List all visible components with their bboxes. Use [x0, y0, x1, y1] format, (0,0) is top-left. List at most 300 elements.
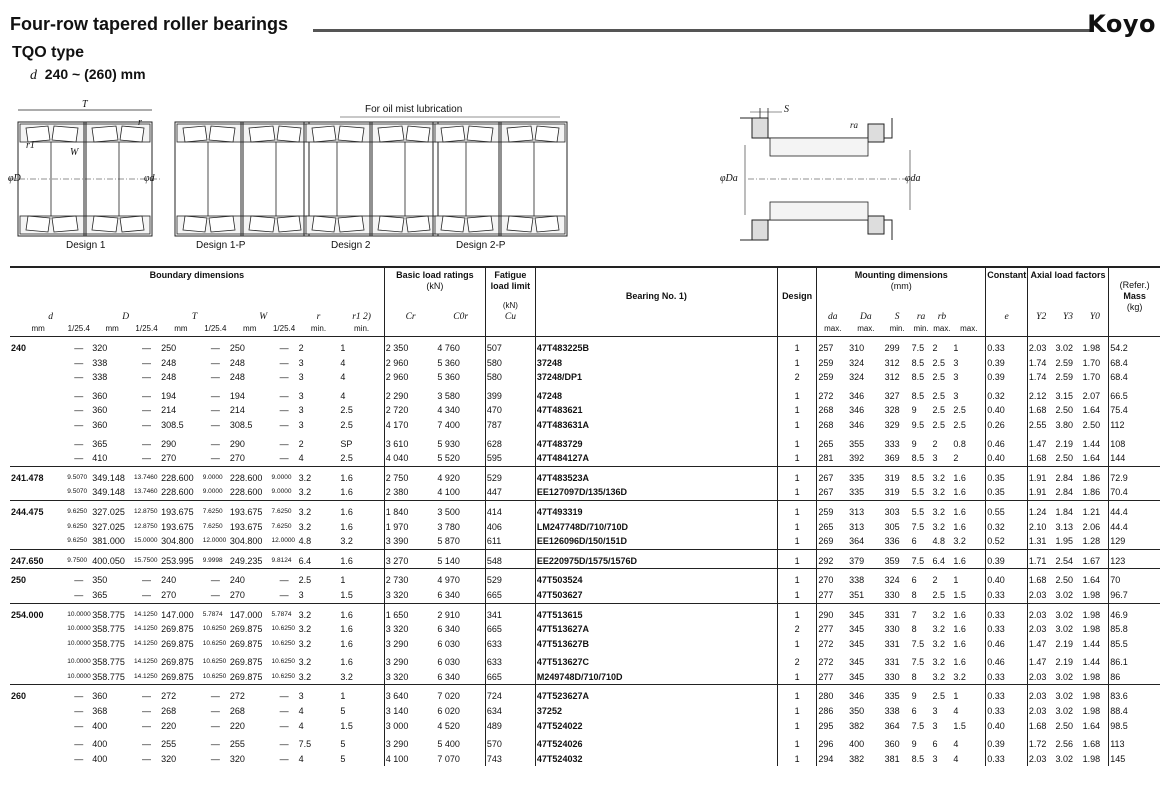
sym-Cr: Cr [384, 292, 436, 323]
table-cell [10, 418, 66, 433]
table-cell: 1 840 [384, 500, 436, 519]
table-cell: 2 750 [384, 466, 436, 485]
table-cell: 2.5 [340, 419, 353, 430]
table-cell: 313 [849, 521, 865, 532]
table-cell: 10.6250 [202, 639, 227, 647]
table-cell: — [279, 438, 289, 449]
table-cell: 145 [1109, 752, 1160, 767]
table-cell: 341 [485, 603, 535, 622]
table-cell: 0.35 [986, 466, 1028, 485]
table-cell: 1.6 [339, 603, 384, 622]
dim-phiDa-label: φDa [720, 173, 738, 184]
table-cell: 0.40 [986, 403, 1028, 418]
table-cell: 1.98 [1082, 337, 1109, 356]
sym-ra: ra [916, 312, 926, 322]
table-cell: 2.84 [1054, 466, 1081, 485]
table-cell: 269.875 [161, 671, 194, 682]
table-cell [10, 485, 66, 500]
table-cell: 358.775 [92, 638, 125, 649]
oil-mist-note: For oil mist lubrication [365, 104, 463, 115]
table-cell: 2.5 [932, 390, 946, 401]
table-cell: 2.54 [1054, 549, 1081, 569]
table-cell: 14.1250 [133, 639, 158, 647]
table-cell: 2.50 [1055, 720, 1074, 731]
table-cell: 9.9998 [202, 549, 229, 569]
table-cell: 295 [817, 719, 848, 734]
table-row [10, 451, 1160, 466]
table-cell: 358.775 [91, 603, 133, 622]
mounting-header: Mounting dimensions (mm) [817, 267, 986, 292]
table-cell: 75.4 [1109, 403, 1160, 418]
table-cell: 269.875 [161, 624, 194, 635]
table-cell: 47T513627B [535, 637, 777, 652]
table-cell: 0.39 [986, 370, 1028, 385]
table-cell: 634 [485, 704, 535, 719]
table-cell: 310 [848, 337, 883, 356]
table-cell: 6 [932, 739, 938, 750]
title-rule [313, 29, 1093, 32]
table-cell: 3.2 [298, 466, 340, 485]
size-range: d 240 ~ (260) mm [30, 66, 146, 83]
table-cell: 1.70 [1082, 357, 1101, 368]
table-cell: 414 [485, 500, 535, 519]
unit-Da-min: min. [884, 323, 911, 337]
table-cell: — [279, 372, 289, 383]
table-cell: 70 [1109, 569, 1160, 588]
table-cell: 2.50 [1082, 419, 1101, 430]
table-cell: 4 [340, 357, 346, 368]
table-cell: — [202, 569, 229, 588]
table-cell: 0.33 [986, 603, 1028, 622]
table-cell: 360 [92, 419, 108, 430]
table-cell: 331 [884, 657, 900, 668]
table-cell: 1 [777, 385, 817, 404]
table-cell: 272 [817, 385, 848, 404]
table-cell: 270 [161, 589, 177, 600]
table-cell: 281 [817, 451, 848, 466]
design-2-caption: Design 2 [331, 240, 371, 251]
table-cell: 1.6 [953, 638, 966, 649]
table-cell: 1 [952, 685, 985, 704]
table-cell: 1.6 [340, 624, 353, 635]
table-cell: 6 020 [437, 706, 460, 717]
table-cell: 1.98 [1082, 671, 1101, 682]
table-row [10, 385, 1160, 404]
table-cell: 47248 [535, 385, 777, 404]
table-cell: 10.0000 [67, 658, 91, 666]
table-cell: — [279, 720, 289, 731]
table-cell: 8 [911, 624, 917, 635]
table-cell: 4 [953, 739, 959, 750]
table-cell: 108 [1109, 433, 1160, 452]
table-cell: 2.03 [1027, 588, 1054, 603]
table-cell: 0.33 [986, 685, 1028, 704]
table-cell: — [202, 337, 229, 356]
table-cell: 6 [911, 569, 932, 588]
table-cell: 4 [953, 753, 959, 764]
table-cell: — [142, 706, 152, 717]
table-cell: — [279, 453, 289, 464]
table-cell: 2.5 [953, 405, 966, 416]
table-cell: 12.8750 [133, 500, 160, 519]
table-cell: 2.19 [1055, 638, 1074, 649]
table-cell: 1.6 [952, 549, 985, 569]
boundary-dims-header: Boundary dimensions [149, 270, 245, 280]
table-cell: 259 [817, 356, 848, 371]
table-cell: 7.6250 [202, 522, 223, 530]
table-cell: 7 070 [437, 753, 460, 764]
table-cell: 4 [298, 753, 304, 764]
table-cell: 8 [911, 589, 917, 600]
table-cell: 1 [777, 549, 817, 569]
table-cell: 1.44 [1082, 438, 1101, 449]
table-cell: 7.6250 [202, 500, 229, 519]
table-cell: 15.7500 [133, 549, 160, 569]
table-cell: 3.2 [340, 536, 353, 547]
table-cell: 3 [953, 390, 959, 401]
table-cell: 2 [932, 337, 953, 356]
table-cell: — [133, 337, 160, 356]
mounting-drawing [740, 108, 910, 240]
table-cell: — [133, 569, 160, 588]
table-cell: 2.03 [1027, 685, 1054, 704]
table-cell: 327.025 [91, 500, 133, 519]
sym-Cu: (kN) Cu [485, 292, 535, 323]
dim-S-label: S [784, 104, 789, 115]
table-row [10, 403, 1160, 418]
table-cell: 7.5 [911, 720, 925, 731]
table-cell: 0.46 [986, 637, 1028, 652]
table-cell: 4 100 [384, 752, 436, 767]
table-cell: 489 [485, 719, 535, 734]
table-cell: 272 [817, 651, 848, 670]
type-subtitle: TQO type [12, 44, 85, 61]
table-cell: 3 [953, 357, 959, 368]
table-cell: 6 [911, 706, 917, 717]
table-cell: 351 [849, 589, 865, 600]
table-cell: 338 [848, 569, 883, 588]
unit-W-in: 1/25.4 [271, 323, 298, 337]
dim-phiD-label: φD [8, 173, 21, 184]
table-cell: 1 [777, 685, 817, 704]
table-cell: 7 400 [437, 419, 460, 430]
table-cell: 3.2 [298, 487, 312, 498]
table-cell: — [74, 372, 84, 383]
sym-rb: rb [937, 312, 947, 322]
table-cell: — [210, 372, 220, 383]
table-cell: 0.39 [986, 356, 1028, 371]
table-cell: 2.50 [1054, 569, 1081, 588]
table-cell: 147.000 [160, 603, 202, 622]
table-cell: 47T513627A [535, 622, 777, 637]
table-cell [10, 356, 66, 371]
table-row [10, 704, 1160, 719]
table-cell: 4.8 [932, 536, 946, 547]
table-cell: 3 290 [384, 637, 436, 652]
sym-Y2: Y2 [1027, 292, 1054, 323]
table-cell: 9 [911, 739, 917, 750]
table-cell: 7.5 [911, 638, 925, 649]
table-cell: 37248 [535, 356, 777, 371]
table-row [10, 569, 1160, 588]
table-cell: — [142, 357, 152, 368]
sym-spacer [952, 292, 985, 323]
table-cell: 1.98 [1082, 706, 1101, 717]
table-cell: 335 [849, 487, 865, 498]
table-row [10, 670, 1160, 685]
table-cell: 5.7874 [202, 603, 229, 622]
table-cell: 368 [92, 706, 108, 717]
dim-T-label: T [82, 99, 88, 110]
table-cell: 6 340 [437, 671, 460, 682]
table-cell: 1.6 [339, 466, 384, 485]
table-cell: 3 610 [384, 433, 436, 452]
table-cell: 1.67 [1082, 549, 1109, 569]
table-cell: 9.8124 [271, 549, 298, 569]
constant-header: Constant [986, 267, 1028, 292]
table-cell: 1.47 [1027, 637, 1054, 652]
table-cell: 400 [92, 739, 108, 750]
table-cell: 1.6 [339, 500, 384, 519]
table-cell: 2.5 [298, 569, 340, 588]
table-cell: — [279, 405, 289, 416]
table-cell: 4 [953, 706, 959, 717]
table-cell: 0.40 [986, 719, 1028, 734]
table-cell: 268 [817, 403, 848, 418]
unit-blank [1082, 323, 1109, 337]
table-cell: 1 [777, 588, 817, 603]
table-cell: 9 [911, 685, 932, 704]
table-cell: 47T483631A [535, 418, 777, 433]
unit-blank [485, 323, 535, 337]
table-cell: 4 040 [384, 451, 436, 466]
table-cell: 304.800 [229, 536, 263, 547]
table-cell: 303 [884, 500, 911, 519]
table-cell [10, 733, 66, 752]
table-cell: 5 870 [437, 536, 460, 547]
sym-Y0: Y0 [1089, 312, 1100, 322]
table-cell: 1 [777, 704, 817, 719]
table-cell: 2 [298, 337, 340, 356]
table-cell: 13.7460 [133, 488, 158, 496]
table-cell: 548 [485, 549, 535, 569]
table-cell: 8 [911, 671, 917, 682]
sym-d: d [48, 312, 54, 322]
unit-T-in: 1/25.4 [202, 323, 229, 337]
table-cell: 8.5 [911, 390, 925, 401]
table-cell: 2.03 [1027, 752, 1054, 767]
unit-r-min: min. [298, 323, 340, 337]
table-cell: 2.19 [1055, 438, 1074, 449]
table-cell: 305 [884, 521, 900, 532]
table-cell: 3.80 [1055, 419, 1074, 430]
table-cell: 248 [229, 357, 245, 368]
table-cell [10, 651, 66, 670]
table-cell: — [74, 419, 84, 430]
table-cell: 0.46 [986, 433, 1028, 452]
table-cell: 2.5 [340, 453, 353, 464]
table-cell: 194 [229, 390, 245, 401]
table-cell: 400 [849, 739, 865, 750]
table-cell: 1.28 [1082, 536, 1101, 547]
table-cell: — [74, 739, 84, 750]
table-cell: 4 760 [436, 337, 485, 356]
table-cell: SP [340, 438, 353, 449]
unit-Da-max: max. [848, 323, 883, 337]
table-cell: 2.07 [1082, 390, 1101, 401]
table-cell: 507 [485, 337, 535, 356]
table-cell: 47T503524 [535, 569, 777, 588]
table-cell: 0.33 [986, 704, 1028, 719]
table-cell: 5.5 [911, 500, 932, 519]
table-cell: — [142, 390, 152, 401]
table-cell: 1.72 [1027, 733, 1054, 752]
table-cell: 9 [911, 438, 917, 449]
table-cell: 350 [91, 569, 133, 588]
table-cell: 257 [817, 337, 848, 356]
table-cell: — [210, 438, 220, 449]
table-cell: — [271, 569, 298, 588]
table-cell: 112 [1109, 418, 1160, 433]
table-cell: 3 [298, 589, 304, 600]
table-cell: — [142, 372, 152, 383]
table-cell: 1 970 [384, 520, 436, 535]
table-cell: 44.4 [1109, 520, 1160, 535]
table-cell: 280 [817, 685, 848, 704]
table-cell: EE127097D/135/136D [535, 485, 777, 500]
table-cell: 345 [848, 603, 883, 622]
table-cell: 7 [911, 603, 932, 622]
unit-W-mm: mm [229, 323, 271, 337]
table-cell: 15.0000 [133, 537, 158, 545]
table-cell: 270 [229, 453, 245, 464]
table-cell: 470 [485, 403, 535, 418]
table-cell: 8.5 [911, 466, 932, 485]
table-cell: 1.47 [1027, 651, 1054, 670]
table-cell: 0.8 [953, 438, 966, 449]
table-cell: 633 [485, 651, 535, 670]
table-cell: 338 [884, 706, 900, 717]
table-cell: 1.70 [1082, 372, 1101, 383]
table-cell: 3 [298, 419, 304, 430]
table-cell: — [279, 390, 289, 401]
table-cell: 2.19 [1055, 657, 1074, 668]
table-cell: — [279, 357, 289, 368]
table-cell: 3 500 [436, 500, 485, 519]
table-cell: — [210, 390, 220, 401]
table-cell: 269.875 [161, 657, 194, 668]
table-cell: 1 [777, 520, 817, 535]
table-cell: 1.68 [1027, 569, 1054, 588]
table-cell: 277 [817, 670, 848, 685]
table-cell: 665 [485, 588, 535, 603]
sym-W: W [259, 312, 268, 322]
table-cell: 299 [884, 337, 911, 356]
table-cell: 2.03 [1027, 603, 1054, 622]
table-cell: 270 [229, 589, 245, 600]
table-cell: 240 [10, 337, 66, 356]
table-cell: 360 [92, 405, 108, 416]
table-cell: 3 320 [384, 622, 436, 637]
table-cell: 294 [817, 752, 848, 767]
table-cell: 10.6250 [271, 672, 296, 680]
table-cell: 1 [777, 418, 817, 433]
table-cell: 228.600 [229, 487, 263, 498]
table-cell: 249.235 [229, 549, 271, 569]
dim-r-label: r [138, 117, 142, 128]
table-cell: 1 [777, 752, 817, 767]
table-cell: 2.03 [1027, 337, 1054, 356]
table-cell: 4 100 [437, 487, 460, 498]
table-cell: 269 [817, 534, 848, 549]
table-cell: 410 [92, 453, 108, 464]
table-cell: 47T524022 [535, 719, 777, 734]
bearing-spec-table [10, 266, 1160, 766]
table-cell: 580 [485, 356, 535, 371]
unit-r1-min: min. [339, 323, 384, 337]
sym-C0r: C0r [453, 312, 469, 322]
table-cell: 3.2 [953, 671, 966, 682]
table-cell: 7.5 [911, 549, 932, 569]
table-cell: 2 960 [384, 356, 436, 371]
table-cell: 319 [884, 466, 911, 485]
table-cell: 14.1250 [133, 658, 158, 666]
table-cell: 336 [884, 536, 900, 547]
table-cell: 400.050 [91, 549, 133, 569]
table-cell: 3.2 [932, 466, 953, 485]
table-cell: 1.91 [1027, 485, 1054, 500]
table-cell: 248 [229, 372, 245, 383]
table-cell: 6 030 [437, 657, 460, 668]
table-row [10, 485, 1160, 500]
table-cell: EE126096D/150/151D [535, 534, 777, 549]
table-cell: 2.5 [932, 685, 953, 704]
table-cell: 37252 [535, 704, 777, 719]
table-cell: 240 [229, 569, 271, 588]
table-cell: 360 [91, 685, 133, 704]
table-cell: 54.2 [1109, 337, 1160, 356]
table-cell: 10.0000 [67, 625, 91, 633]
table-cell: 2.03 [1027, 622, 1054, 637]
table-cell: 9.7500 [66, 549, 91, 569]
table-cell: 345 [849, 638, 865, 649]
table-cell: 220 [161, 720, 177, 731]
table-cell: 1 [339, 337, 384, 356]
table-cell: 4.8 [298, 536, 312, 547]
table-cell: 72.9 [1109, 466, 1160, 485]
table-cell: 1.6 [340, 657, 353, 668]
table-cell: 5 140 [436, 549, 485, 569]
table-cell: 2 [932, 438, 938, 449]
table-cell: 2 [777, 651, 817, 670]
table-cell: 2.50 [1055, 405, 1074, 416]
table-cell: 10.0000 [67, 639, 91, 647]
table-cell: 47T483225B [535, 337, 777, 356]
table-cell: 0.26 [986, 418, 1028, 433]
mass-header: (Refer.) Mass (kg) [1109, 267, 1160, 323]
table-cell: 1 [777, 534, 817, 549]
table-row [10, 337, 1160, 356]
table-cell: 265 [817, 520, 848, 535]
table-cell: 3.2 [932, 638, 946, 649]
table-cell: 3.02 [1054, 337, 1081, 356]
table-cell: 3.2 [932, 487, 946, 498]
table-cell: 47T524026 [535, 733, 777, 752]
table-cell: 365 [92, 438, 108, 449]
table-cell: 3.02 [1054, 685, 1081, 704]
table-cell: 8.5 [911, 753, 925, 764]
table-cell: 3 [932, 753, 938, 764]
